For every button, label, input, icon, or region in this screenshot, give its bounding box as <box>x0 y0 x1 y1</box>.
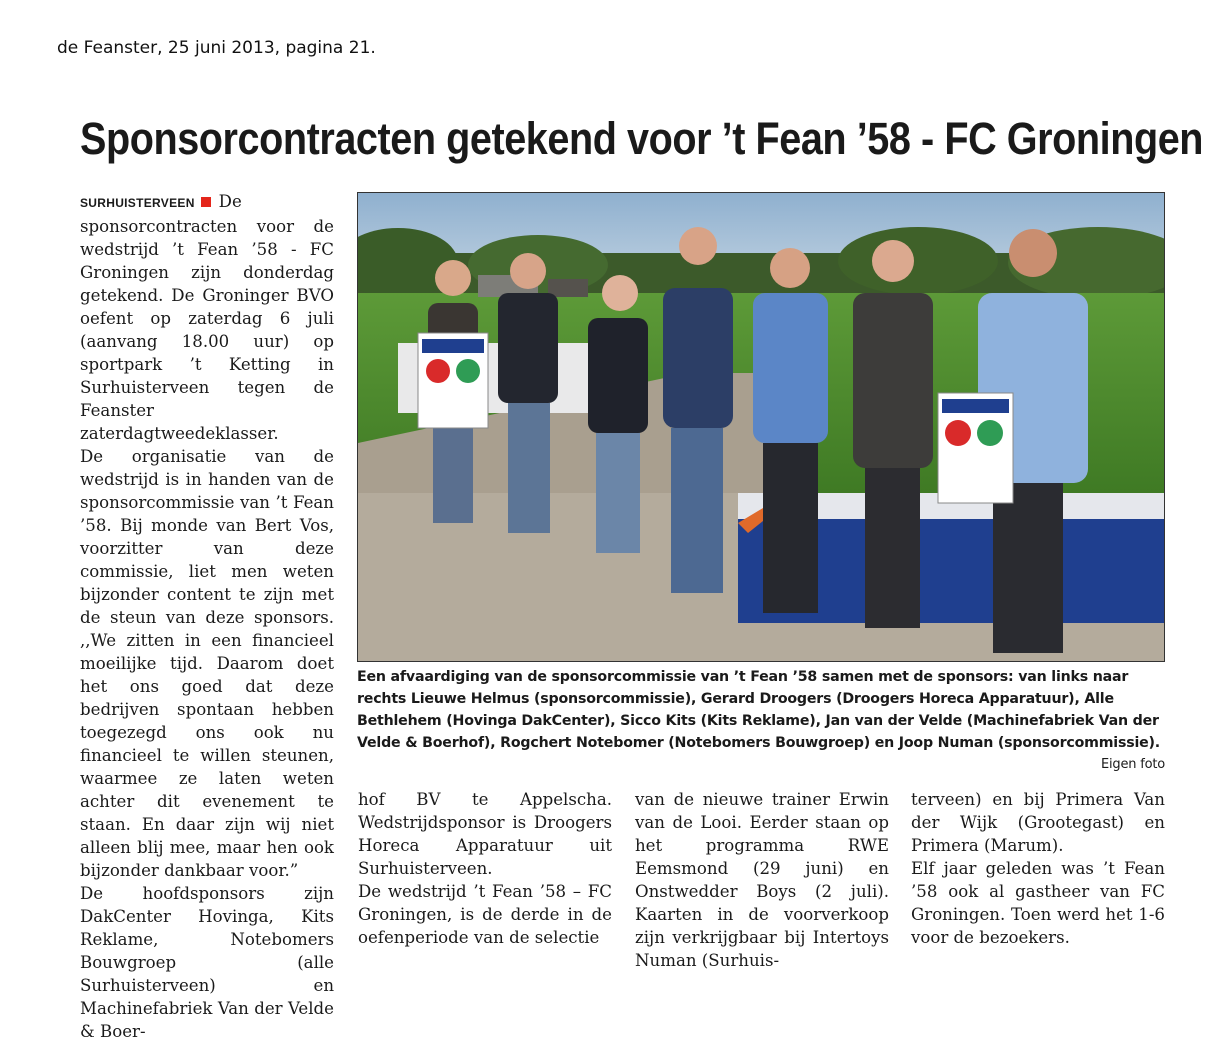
paragraph: terveen) en bij Primera Van der Wijk (Grootegast) en Primera (Marum). <box>911 790 1165 855</box>
square-marker-icon <box>201 197 211 207</box>
paragraph: van de nieuwe trainer Erwin van de Looi. Eerder staan op het programma RWE Eemsmond (29 juni) en Onstwedder Boys (2 juli). Kaarten in de voorverkoop zijn verkrijgbaar bij Intertoys Numan (Surhuis- <box>635 790 889 970</box>
photo-caption <box>357 666 1165 776</box>
article-column-2 <box>358 788 612 949</box>
paragraph-text: De sponsorcontracten voor de wedstrijd ’t Fean ’58 - FC Groningen zijn donderdag getekend. De Groninger BVO oefent op zaterdag 6 juli (aanvang 18.00 uur) op sportpark ’t Ketting in Surhuisterveen tegen de Feanster zaterdagtweedeklasser. <box>80 192 334 443</box>
article-column-1 <box>80 190 334 1043</box>
paragraph: hof BV te Appelscha. Wedstrijdsponsor is Droogers Horeca Apparatuur uit Surhuisterveen. <box>358 790 612 878</box>
paragraph: Elf jaar geleden was ’t Fean ’58 ook al gastheer van FC Groningen. Toen werd het 1-6 voor de bezoekers. <box>911 859 1165 947</box>
paragraph: De wedstrijd ’t Fean ’58 – FC Groningen, is de derde in de oefenperiode van de selectie <box>358 882 612 947</box>
source-line: de Feanster, 25 juni 2013, pagina 21. <box>57 38 376 58</box>
paragraph: De organisatie van de wedstrijd is in handen van de sponsorcommissie van ’t Fean ’58. Bij monde van Bert Vos, voorzitter van deze commissie, liet men weten bijzonder content te zijn met de steun van deze sponsors. ,,We zitten in een financieel moeilijke tijd. Daarom doet het ons goed dat deze bedrijven spontaan hebben toegezegd ons ook nu financieel te willen steunen, waarmee ze laten weten achter dit evenement te staan. En daar zijn wij niet alleen blij mee, maar hen ook bijzonder dankbaar voor.” <box>80 447 334 880</box>
paragraph <box>80 190 334 445</box>
paragraph: De hoofdsponsors zijn DakCenter Hovinga, Kits Reklame, Notebomers Bouwgroep (alle Surhuisterveen) en Machinefabriek Van der Velde & Boer- <box>80 884 334 1041</box>
article-column-4 <box>911 788 1165 949</box>
photo-credit: Eigen foto <box>1100 757 1165 772</box>
group-photo-illustration <box>358 193 1164 661</box>
caption-text: Een afvaardiging van de sponsorcommissie van ’t Fean ’58 samen met de sponsors: van links naar rechts Lieuwe Helmus (sponsorcommissie), Gerard Droogers (Droogers Horeca Apparatuur), Alle Bethlehem (Hovinga DakCenter), Sicco Kits (Kits Reklame), Jan van der Velde (Machinefabriek Van der Velde & Boerhof), Rogchert Notebomer (Notebomers Bouwgroep) en Joop Numan (sponsorcommissie). <box>357 669 1160 751</box>
article-column-3 <box>635 788 889 972</box>
article-photo <box>357 192 1165 662</box>
dateline: SURHUISTERVEEN <box>80 196 195 210</box>
headline: Sponsorcontracten getekend voor ’t Fean ’58 - FC Groningen <box>80 113 1204 164</box>
